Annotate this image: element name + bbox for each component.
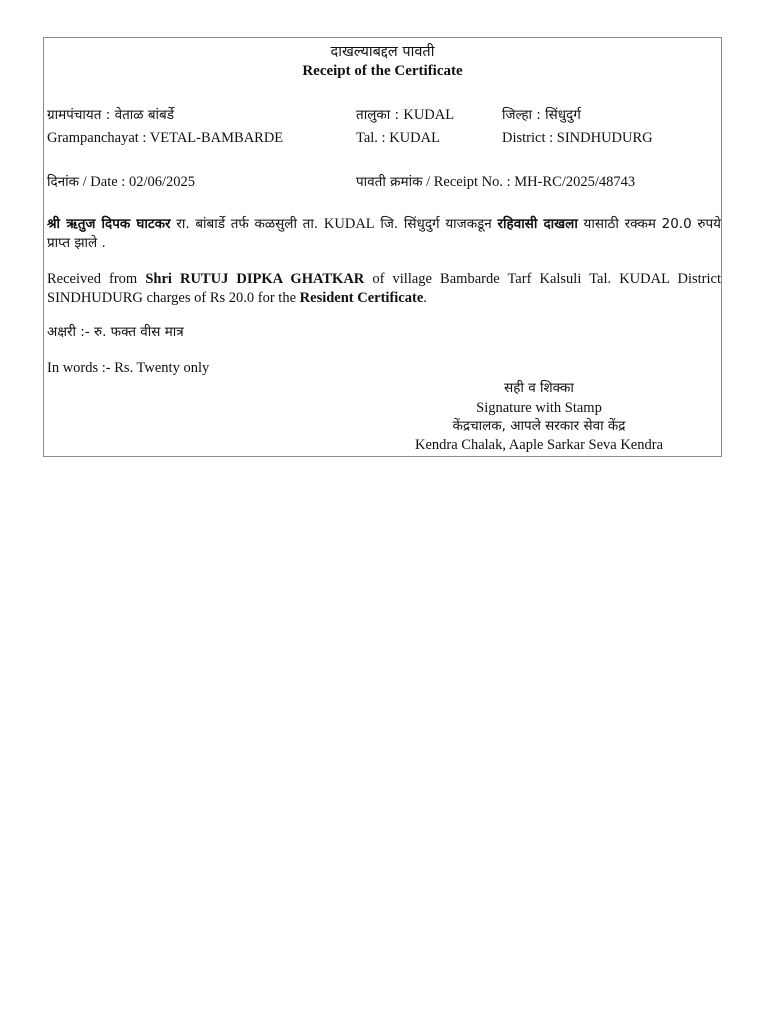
amount-words-english: In words :- Rs. Twenty only bbox=[47, 360, 210, 376]
body-marathi bbox=[47, 215, 721, 253]
date-label-marathi: दिनांक bbox=[47, 174, 80, 190]
signature-label-marathi: सही व शिक्का bbox=[504, 380, 574, 396]
certificate-type-english: Resident Certificate bbox=[299, 290, 424, 306]
body-marathi-part3: यासाठी रक्कम 20.0 रुपये प्राप्त झाले . bbox=[47, 216, 721, 251]
grampanchayat-marathi: ग्रामपंचायत : वेताळ बांबर्डे bbox=[47, 107, 174, 123]
amount-words-marathi: अक्षरी :- रु. फक्त वीस मात्र bbox=[47, 324, 184, 340]
body-marathi-taluka: KUDAL bbox=[323, 216, 375, 232]
body-marathi-part1: रा. बांबार्डे तर्फ कळसुली ता. bbox=[170, 216, 324, 232]
receipt-number-value: / Receipt No. : MH-RC/2025/48743 bbox=[422, 174, 636, 190]
body-english-middle: of village Bambarde Tarf Kalsuli Tal. KUDAL District SINDHUDURG charges of Rs 20.0 for the bbox=[47, 271, 721, 306]
certificate-type-marathi: रहिवासी दाखला bbox=[497, 216, 578, 232]
receipt-label-marathi: पावती क्रमांक bbox=[356, 174, 423, 190]
district-english: District : SINDHUDURG bbox=[502, 130, 653, 146]
title-marathi: दाखल्याबद्दल पावती bbox=[330, 44, 435, 60]
taluka-marathi-value: KUDAL bbox=[403, 107, 455, 123]
taluka-english: Tal. : KUDAL bbox=[356, 130, 440, 146]
receipt-box bbox=[43, 37, 722, 457]
kendra-chalak-english: Kendra Chalak, Aaple Sarkar Seva Kendra bbox=[414, 437, 663, 453]
body-english bbox=[47, 270, 721, 308]
date-field bbox=[47, 173, 195, 191]
kendra-chalak-marathi: केंद्रचालक, आपले सरकार सेवा केंद्र bbox=[452, 418, 626, 434]
payer-name-marathi: श्री ऋतुज दिपक घाटकर bbox=[47, 216, 171, 232]
body-english-prefix: Received from bbox=[47, 271, 146, 287]
signature-label-english: Signature with Stamp bbox=[476, 400, 602, 416]
payer-name-english: Shri RUTUJ DIPKA GHATKAR bbox=[145, 271, 365, 287]
taluka-marathi bbox=[356, 106, 454, 124]
body-marathi-part2: जि. सिंधुदुर्ग याजकडून bbox=[374, 216, 498, 232]
grampanchayat-english: Grampanchayat : VETAL-BAMBARDE bbox=[47, 130, 284, 146]
body-english-suffix: . bbox=[423, 290, 427, 306]
district-marathi: जिल्हा : सिंधुदुर्ग bbox=[502, 107, 581, 123]
date-value: / Date : 02/06/2025 bbox=[79, 174, 196, 190]
taluka-marathi-label: तालुका : bbox=[356, 107, 404, 123]
receipt-number-field bbox=[356, 173, 635, 191]
title-english: Receipt of the Certificate bbox=[302, 63, 463, 79]
